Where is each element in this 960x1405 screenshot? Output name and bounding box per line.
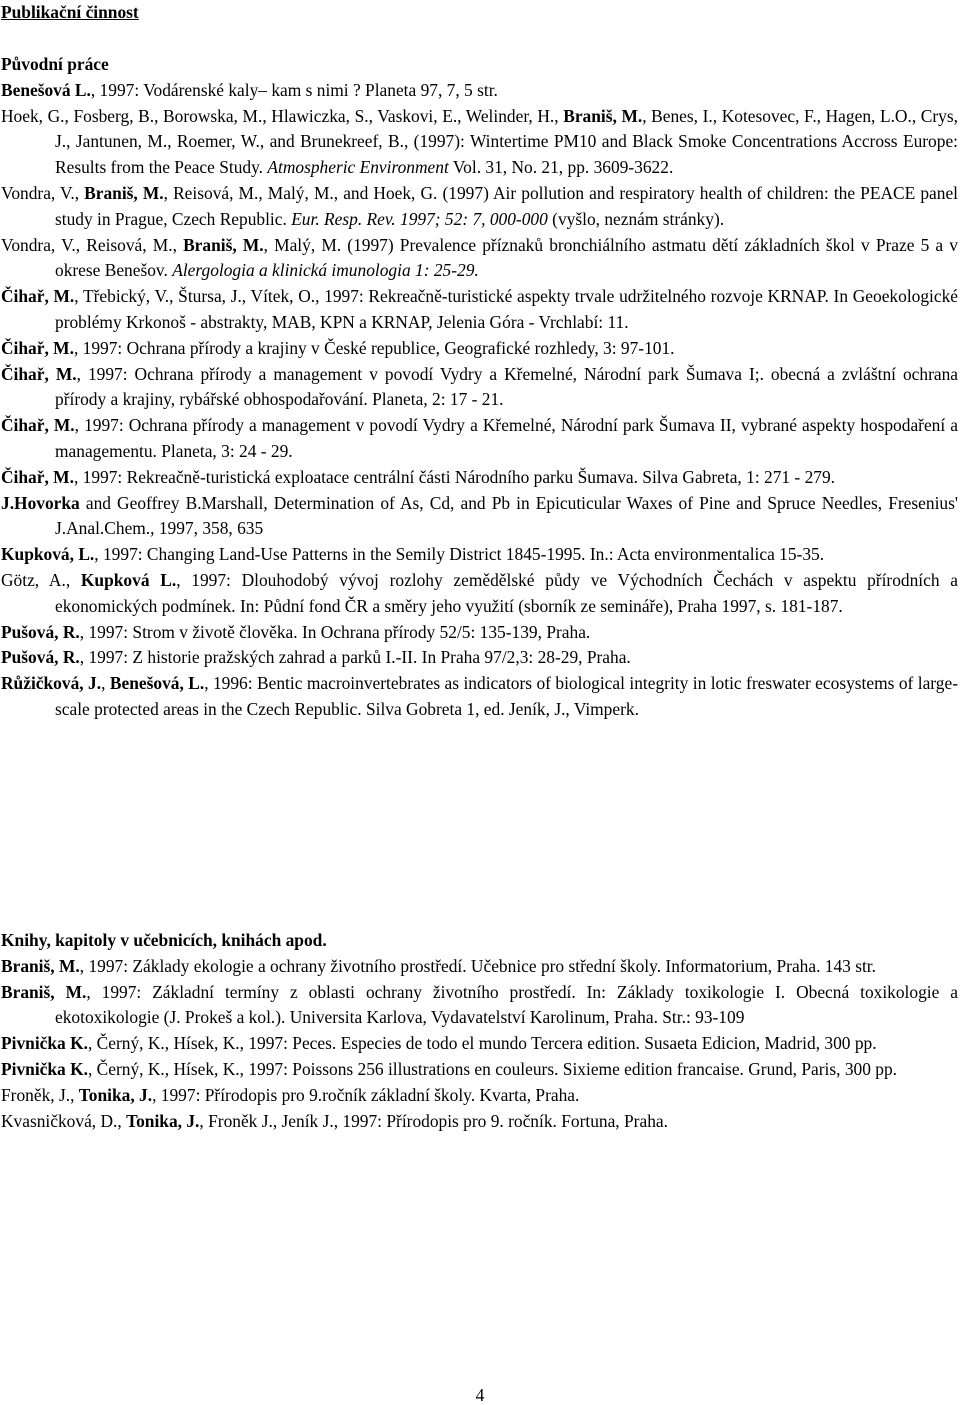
reference-text: , 1997: Základní termíny z oblasti ochrany životního prostředí. In: Základy toxikologie I. Obecná toxikologie a ekotoxikologie (J. Prokeš a kol.). Universita Karlova, Vydavatelství Karolinum, Praha. Str.: 93-109 [55,981,958,1028]
author-name: Kupková, L. [1,544,95,565]
author-name: Pušová, R. [1,621,80,642]
reference-text: , Froněk J., Jeník J., 1997: Přírodopis pro 9. ročník. Fortuna, Praha. [199,1110,668,1131]
reference-text: , 1997: Ochrana přírody a krajiny v České republice, Geografické rozhledy, 3: 97-101. [73,337,675,358]
reference-text: Vondra, V., Reisová, M., [1,234,184,255]
reference-entry [0,1083,958,1109]
reference-entry [0,104,958,181]
reference-entry [0,542,958,568]
reference-entry [0,1031,958,1057]
author-name: Tonika, J. [126,1110,200,1131]
reference-text: , 1997: Z historie pražských zahrad a parků I.-II. In Praha 97/2,3: 28-29, Praha. [79,647,631,668]
reference-list [0,78,958,723]
reference-text: , Malý, M. (1997) Prevalence příznaků bronchiálního astmatu dětí základních škol v Praze 5 a v okrese Benešov. [55,234,958,281]
reference-text: , Černý, K., Hísek, K., 1997: Peces. Especies de todo el mundo Tercera edition. Susaeta Edicion, Madrid, 300 pp. [87,1033,877,1054]
section-original-works [0,52,958,723]
author-name: Čihař, M. [1,363,77,384]
author-name: Pivnička K. [1,1033,88,1054]
reference-entry [0,671,958,723]
reference-entry [0,645,958,671]
reference-text: Götz, A., [1,569,81,590]
reference-text: , 1997: Vodárenské kaly– kam s nimi ? Planeta 97, 7, 5 str. [90,79,498,100]
reference-text: , 1997: Přírodopis pro 9.ročník základní školy. Kvarta, Praha. [152,1084,580,1105]
reference-text: , 1996: Bentic macroinvertebrates as indicators of biological integrity in lotic freswater ecosystems of large-scale protected areas in the Czech Republic. Silva Gobreta 1, ed. Jeník, J., Vimperk. [55,673,958,719]
page-heading: Publikační činnost [1,2,139,22]
reference-entry [0,336,958,362]
author-name: Benešová L. [1,79,91,100]
reference-text: , 1997: Strom v životě člověka. In Ochrana přírody 52/5: 135-139, Praha. [79,621,591,642]
reference-entry [0,491,958,543]
reference-text: , 1997: Ochrana přírody a management v povodí Vydry a Křemelné, Národní park Šumava II, vybrané aspekty hospodaření a managementu. Planeta, 3: 24 - 29. [55,415,958,461]
author-name: Pušová, R. [1,647,80,668]
reference-text: and Geoffrey B.Marshall, Determination of As, Cd, and Pb in Epicuticular Waxes of Pine and Spruce Needles, Fresenius' J.Anal.Chem., 1997, 358, 635 [55,492,958,539]
journal-title: Atmospheric Environment [267,157,449,178]
reference-text: Vondra, V., [1,182,85,203]
author-name: Benešová, L. [109,673,205,694]
reference-entry [0,980,958,1032]
reference-entry [0,620,958,646]
section-books-chapters [0,928,958,1134]
reference-entry [0,362,958,414]
page-number: 4 [475,1385,485,1405]
author-name: Čihař, M. [1,286,75,307]
reference-text: , 1997: Dlouhodobý vývoj rozlohy zemědělské půdy ve Východních Čechách v aspektu přírodních a ekonomických podmínek. In: Půdní fond ČR a směry jeho využití (sborník ze semináře), Praha 1997, s. 181-187. [55,569,958,616]
reference-text: , Třebický, V., Štursa, J., Vítek, O., 1997: Rekreačně-turistické aspekty trvale udržitelného rozvoje KRNAP. In Geoekologické problémy Krkonoš - abstrakty, MAB, KPN a KRNAP, Jelenia Góra - Vrchlabí: 11. [55,286,959,332]
author-name: Čihař, M. [1,466,74,487]
reference-text: (vyšlo, neznám stránky). [547,208,725,229]
journal-title: Eur. Resp. Rev. 1997; 52: 7, 000-000 [291,208,548,229]
reference-entry [0,78,958,104]
section-heading: Původní práce [1,54,109,74]
author-name: Růžičková, J. [1,673,102,694]
reference-text: , 1997: Changing Land-Use Patterns in the Semily District 1845-1995. In.: Acta environmentalica 15-35. [94,544,825,565]
reference-entry [0,1109,958,1135]
reference-entry [0,954,958,980]
reference-text: , 1997: Základy ekologie a ochrany životního prostředí. Učebnice pro střední školy. Informatorium, Praha. 143 str. [79,955,876,976]
reference-text: , 1997: Rekreačně-turistická exploatace centrální části Národního parku Šumava. Silva Gabreta, 1: 271 - 279. [73,466,836,487]
reference-entry [0,465,958,491]
reference-text: , Černý, K., Hísek, K., 1997: Poissons 256 illustrations en couleurs. Sixieme edition francaise. Grund, Paris, 300 pp. [87,1058,898,1079]
author-name: J.Hovorka [1,492,80,513]
author-name: Pivnička K. [1,1058,88,1079]
section-heading: Knihy, kapitoly v učebnicích, knihách apod. [1,930,327,950]
reference-text: Hoek, G., Fosberg, B., Borowska, M., Hlawiczka, S., Vaskovi, E., Welinder, H., [1,105,564,126]
author-name: Čihař, M. [1,415,75,436]
reference-entry [0,233,958,285]
author-name: Braniš, M. [1,955,80,976]
reference-text: Vol. 31, No. 21, pp. 3609-3622. [448,157,674,178]
author-name: Kupková L. [80,569,177,590]
reference-entry [0,284,958,336]
reference-entry [0,1057,958,1083]
author-name: Čihař, M. [1,337,74,358]
reference-entry [0,181,958,233]
reference-text: Froněk, J., [1,1084,79,1105]
reference-entry [0,413,958,465]
reference-text: , [101,673,110,694]
reference-text: , Reisová, M., Malý, M., and Hoek, G. (1997) Air pollution and respiratory health of children: the PEACE panel study in Prague, Czech Republic. [55,182,959,229]
author-name: Braniš, M. [1,981,87,1002]
journal-title: Alergologia a klinická imunologia 1: 25-29. [172,260,479,281]
author-name: Tonika, J. [78,1084,153,1105]
reference-text: , Benes, I., Kotesovec, F., Hagen, L.O., Crys, J., Jantunen, M., Roemer, W., and Brunekreef, B., (1997): Wintertime PM10 and Black Smoke Concentrations Accross Europe: Results from the Peace Study. [55,105,958,178]
author-name: Braniš, M. [183,234,264,255]
reference-entry [0,568,958,620]
author-name: Braniš, M. [84,182,164,203]
reference-list [0,954,958,1135]
author-name: Braniš, M. [563,105,643,126]
reference-text: , 1997: Ochrana přírody a management v povodí Vydry a Křemelné, Národní park Šumava I;. obecná a zvláštní ochrana přírody a krajiny, rybářské obhospodařování. Planeta, 2: 17 - 21. [55,363,959,410]
reference-text: Kvasničková, D., [1,1110,127,1131]
